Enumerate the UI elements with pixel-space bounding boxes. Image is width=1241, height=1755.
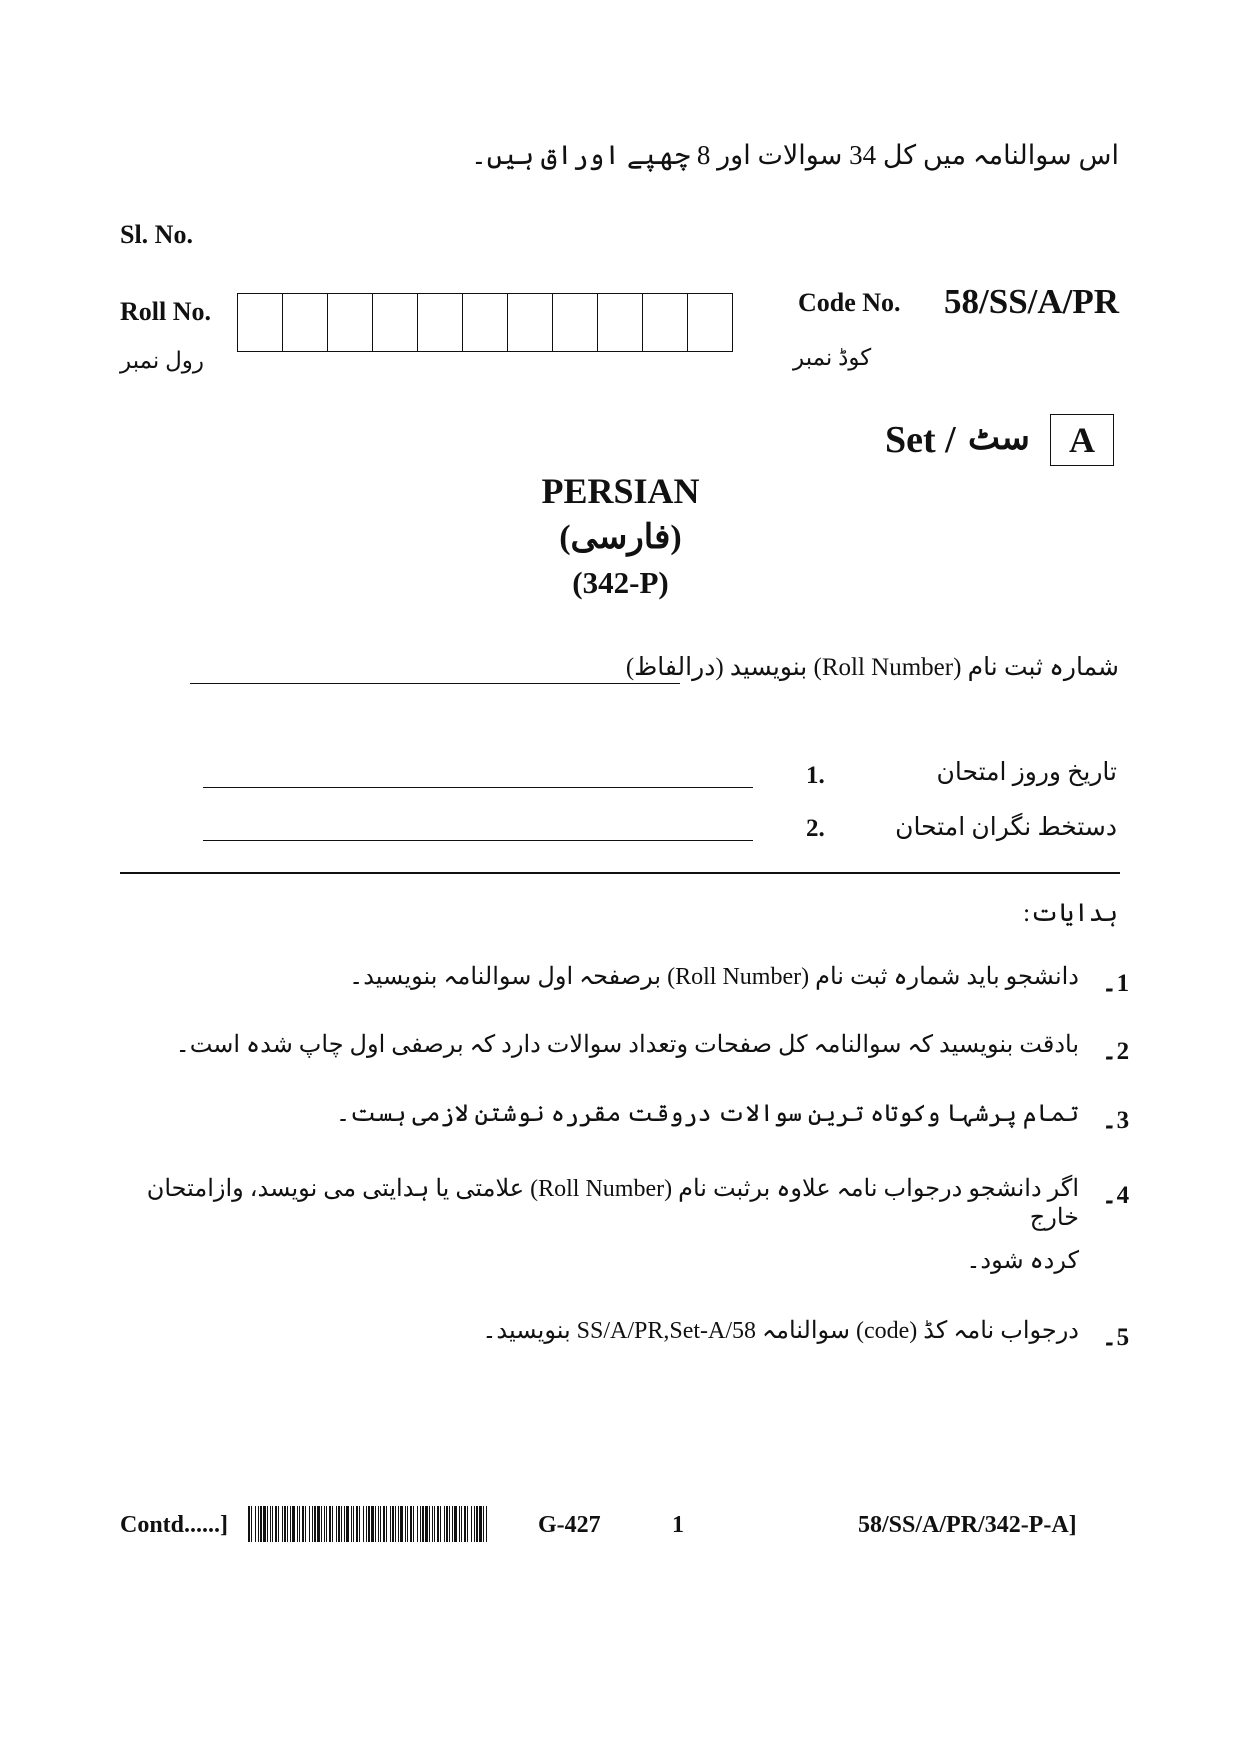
code-no-value: 58/SS/A/PR xyxy=(944,282,1120,321)
roll-digit-box[interactable] xyxy=(688,294,732,351)
page-note: اس سوالنامہ میں کل 34 سوالات اور 8 چھپے اوراق ہیں۔ xyxy=(470,140,1119,170)
instruction-text: درجواب نامہ کڈ (code) سوالنامہ 58/SS/A/PR,Set-A بنویسید۔ xyxy=(482,1318,1079,1344)
roll-digit-box[interactable] xyxy=(373,294,418,351)
roll-digit-box[interactable] xyxy=(553,294,598,351)
roll-number-boxes xyxy=(237,293,733,352)
set-value-box: A xyxy=(1050,414,1114,466)
set-label: Set / xyxy=(885,419,956,461)
subject-code: (342-P) xyxy=(572,565,669,600)
roll-in-words-label: شمارہ ثبت نام (Roll Number) بنویسید (درالفاظ) xyxy=(625,654,1119,681)
exam-date-label: تاریخ وروز امتحان xyxy=(936,759,1117,786)
footer-continued: Contd......] xyxy=(120,1512,229,1538)
field-number: 1. xyxy=(806,762,825,789)
set-urdu-label: سٹ xyxy=(968,420,1030,457)
field-number: 2. xyxy=(806,815,825,842)
roll-digit-box[interactable] xyxy=(463,294,508,351)
roll-no-urdu-label: رول نمبر xyxy=(120,348,205,373)
instruction-text: بادقت بنویسید کہ سوالنامہ کل صفحات وتعداد سوالات دارد کہ برصفی اول چاپ شدہ است۔ xyxy=(175,1032,1079,1058)
code-no-label: Code No. xyxy=(798,288,901,317)
invigilator-signature-label: دستخط نگران امتحان xyxy=(895,814,1117,841)
invigilator-signature-field[interactable] xyxy=(203,840,753,841)
instruction-text: دانشجو باید شمارہ ثبت نام (Roll Number) برصفحہ اول سوالنامہ بنویسید۔ xyxy=(349,964,1079,990)
barcode-image xyxy=(248,1506,488,1542)
roll-no-label: Roll No. xyxy=(120,297,211,326)
roll-digit-box[interactable] xyxy=(418,294,463,351)
section-divider xyxy=(120,872,1120,874)
instruction-number: 3۔ xyxy=(1102,1107,1130,1134)
footer-document-code: 58/SS/A/PR/342-P-A] xyxy=(858,1512,1077,1538)
footer-form-id: G-427 xyxy=(538,1512,601,1538)
subject-title-persian: (فارسی) xyxy=(559,519,682,556)
footer-page-number: 1 xyxy=(672,1512,684,1538)
roll-digit-box[interactable] xyxy=(643,294,688,351)
roll-digit-box[interactable] xyxy=(328,294,373,351)
roll-in-words-field[interactable] xyxy=(190,683,680,684)
roll-digit-box[interactable] xyxy=(598,294,643,351)
instruction-text: اگر دانشجو درجواب نامہ علاوہ برثبت نام (Roll Number) علامتی یا ہدایتی می نویسد، وازامتحان خارج xyxy=(146,1176,1079,1231)
serial-number-label: Sl. No. xyxy=(120,220,193,249)
instruction-number: 1۔ xyxy=(1102,970,1130,997)
code-no-urdu-label: کوڈ نمبر xyxy=(793,345,872,370)
roll-digit-box[interactable] xyxy=(283,294,328,351)
instructions-heading: ہدایات: xyxy=(1023,900,1118,927)
instruction-number: 5۔ xyxy=(1102,1324,1130,1351)
instruction-text: تمام پرشہا وکوتاہ ترین سوالات دروقت مقررہ نوشتن لازمی ہست۔ xyxy=(335,1101,1079,1127)
instruction-text-continued: کردہ شود۔ xyxy=(966,1248,1079,1274)
instruction-number: 2۔ xyxy=(1102,1038,1130,1065)
roll-digit-box[interactable] xyxy=(508,294,553,351)
subject-title: PERSIAN xyxy=(541,471,700,511)
roll-digit-box[interactable] xyxy=(238,294,283,351)
instruction-number: 4۔ xyxy=(1102,1182,1130,1209)
exam-date-field[interactable] xyxy=(203,787,753,788)
